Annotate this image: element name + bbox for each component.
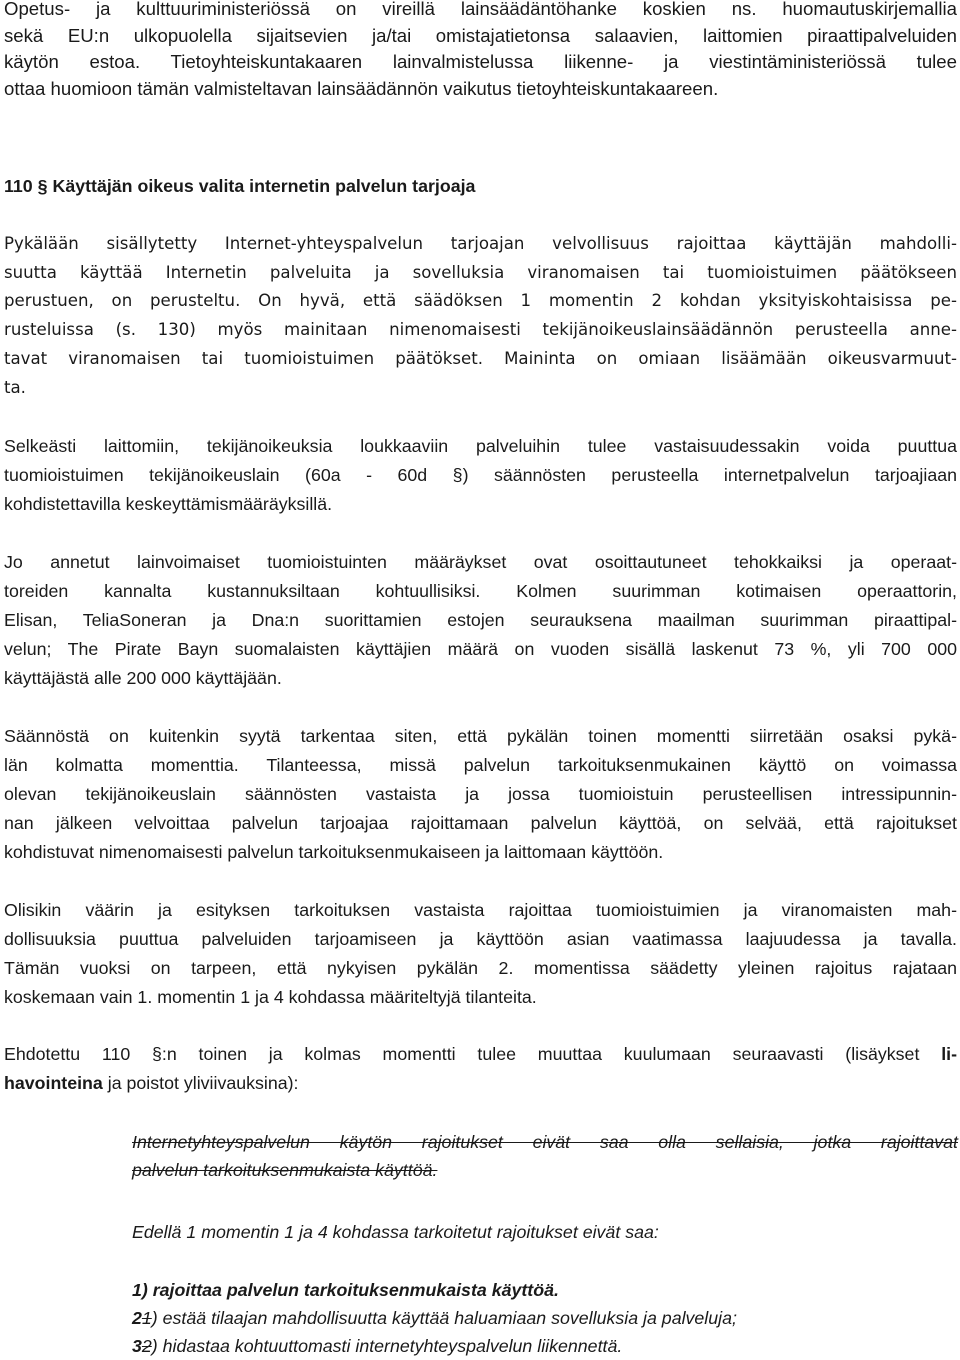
paragraph-line: Jo annetut lainvoimaiset tuomioistuinten määräykset ovat osoittautuneet tehokkaiksi ja operaat- [4,552,957,572]
item-number-struck: 1 [141,1308,152,1328]
paragraph-olisikin [4,896,957,1012]
paragraph-line: tavat viranomaisen tai tuomioistuimen päätökset. Maininta on omiaan lisäämään oikeusvarmuut- [4,348,957,368]
intro-line: Opetus- ja kulttuuriministeriössä on vireillä lainsäädäntöhanke koskien ns. huomautuskirjemallia [4,0,957,19]
paragraph-line [4,1069,957,1098]
intro-line: ottaa huomioon tämän valmisteltavan lainsäädännön vaikutus tietoyhteiskuntakaareen. [4,77,719,99]
item-number-struck: 2 [141,1336,152,1356]
paragraph-line: Olisikin väärin ja esityksen tarkoituksen vastaista rajoittaa tuomioistuimien ja viranomaisten mah- [4,900,957,920]
amendment-item-added: 1) rajoittaa palvelun tarkoituksenmukaista käyttöä. [132,1280,559,1300]
paragraph-line: rusteluissa (s. 130) myös mainitaan nimenomaisesti tekijänoikeuslainsäädännön perusteella anne- [4,320,957,340]
paragraph-line: tuomioistuimen tekijänoikeuslain (60a - 60d §) säännösten perusteella internetpalvelun tarjoajiaan [4,465,957,485]
amendment-item [132,1304,958,1332]
paragraph-line: velun; The Pirate Bayn suomalaisten käyttäjien määrä on vuoden sisällä laskenut 73 %, yli 700 000 [4,639,957,659]
paragraph-line: toreiden kannalta kustannuksiltaan kohtuullisiksi. Kolmen suurimman kotimaisen operaattorin, [4,581,957,601]
paragraph-line: koskemaan vain 1. momentin 1 ja 4 kohdassa määriteltyjä tilanteita. [4,987,537,1007]
paragraph-line: suutta käyttää Internetin palveluita ja sovelluksia viranomaisen tai tuomioistuimen päätökseen [4,262,957,282]
amendment-block [132,1128,958,1184]
intro-line: sekä EU:n ulkopuolella sijaitsevien ja/tai omistajatietonsa salaavien, laittomien piraattipalveluiden [4,24,957,46]
ehdotettu-text: Ehdotettu 110 §:n toinen ja kolmas momentti tulee muuttaa kuulumaan seuraavasti (lisäykset [4,1044,920,1064]
paragraph-line: olevan tekijänoikeuslain säännösten vastaista ja jossa tuomioistuin perusteellisen intressipunnin- [4,784,957,804]
paragraph-line: Selkeästi laittomiin, tekijänoikeuksia loukkaaviin palveluihin tulee vastaisuudessakin voida puuttua [4,436,957,456]
ehdotettu-bold: havointeina [4,1073,103,1093]
paragraph-jo-annetut [4,548,957,693]
paragraph-saannosta [4,722,957,867]
paragraph-line: Tämän vuoksi on tarpeen, että nykyisen pykälän 2. momentissa säädetty yleinen rajoitus rajataan [4,958,957,978]
intro-paragraph [4,0,957,102]
amendment-line: Edellä 1 momentin 1 ja 4 kohdassa tarkoitetut rajoitukset eivät saa: [132,1222,659,1242]
paragraph-line: nan jälkeen velvoittaa palvelun tarjoajaa rajoittamaan palvelun käyttöä, on selvää, että rajoitukset [4,813,957,833]
paragraph-line: dollisuuksia puuttua palveluiden tarjoamiseen ja käyttöön asian vaatimassa laajuudessa ja tavalla. [4,929,957,949]
paragraph-line: perustuen, on perusteltu. On hyvä, että säädöksen 1 momentin 2 kohdan yksityiskohtaisissa pe- [4,291,957,311]
paragraph-line: ta. [4,377,26,397]
amendment-items [132,1276,958,1360]
paragraph-line: Pykälään sisällytetty Internet-yhteyspalvelun tarjoajan velvollisuus rajoittaa käyttäjän mahdolli- [4,234,957,253]
intro-line: käytön estoa. Tietoyhteiskuntakaaren lainvalmistelussa liikenne- ja viestintäministeriössä tulee [4,51,957,73]
paragraph-ehdotettu [4,1040,957,1098]
amendment-item [132,1332,958,1360]
section-number: 110 [4,176,33,196]
item-text: ) hidastaa kohtuuttomasti internetyhteyspalvelun liikennettä. [151,1336,623,1356]
item-text: ) estää tilaajan mahdollisuutta käyttää haluamiaan sovelluksia ja palveluja; [151,1308,737,1328]
amendment-edella [132,1218,958,1246]
struck-line: palvelun tarkoituksenmukaista käyttöä. [132,1160,438,1180]
paragraph-line: Elisan, TeliaSoneran ja Dna:n suorittamien estojen seurauksena maailman suurimman piraattipal- [4,610,957,630]
ehdotettu-text: ja poistot yliviivauksina): [102,1073,299,1093]
section-heading [4,174,957,198]
paragraph-line: kohdistuvat nimenomaisesti palvelun tarkoituksenmukaiseen ja laittomaan käyttöön. [4,842,664,862]
ehdotettu-bold: li- [941,1044,957,1064]
section-title: Käyttäjän oikeus valita internetin palvelun tarjoaja [52,176,476,196]
paragraph-line [4,1040,957,1069]
item-number-added: 3 [132,1336,142,1356]
paragraph-line: Säännöstä on kuitenkin syytä tarkentaa siten, että pykälän toinen momentti siirretään osaksi pykä- [4,726,957,746]
paragraph-line: kohdistettavilla keskeyttämismääräyksillä. [4,494,333,514]
struck-line: Internetyhteyspalvelun käytön rajoitukset eivät saa olla sellaisia, jotka rajoittavat [132,1132,958,1152]
paragraph-line: käyttäjästä alle 200 000 käyttäjään. [4,668,282,688]
section-symbol: § [37,176,48,196]
item-number-added: 2 [132,1308,142,1328]
paragraph-selkeasti [4,432,957,519]
paragraph-pykalaan [4,230,957,402]
paragraph-line: län kolmatta momenttia. Tilanteessa, missä palvelun tarkoituksenmukainen käyttö on voimassa [4,755,957,775]
